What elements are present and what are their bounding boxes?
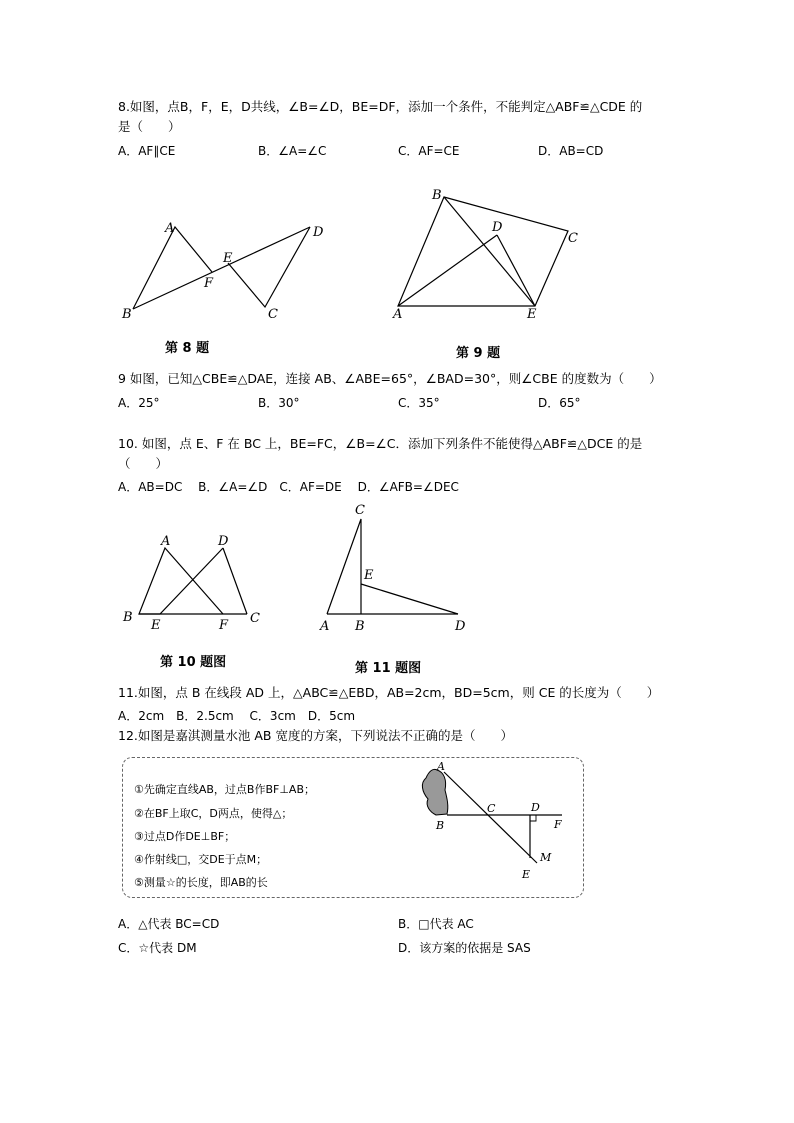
q11-label-e: E bbox=[364, 568, 374, 583]
q8-option-d: D．AB=CD bbox=[538, 144, 604, 158]
q9-label-d: D bbox=[492, 220, 503, 235]
q12-step-5: ⑤测量☆的长度，即AB的长 bbox=[134, 876, 268, 889]
q12-step-2: ②在BF上取C，D两点，使得△； bbox=[134, 807, 293, 820]
q9-option-c: C．35° bbox=[398, 396, 440, 410]
q8-label-d: D bbox=[313, 225, 324, 240]
q8-figure-caption: 第 8 题 bbox=[165, 341, 210, 356]
q9-label-e: E bbox=[527, 307, 537, 322]
q10-label-b: B bbox=[123, 610, 133, 625]
q11-label-a: A bbox=[320, 619, 330, 634]
q11-label-d: D bbox=[455, 619, 466, 634]
q12-option-d: D．该方案的依据是 SAS bbox=[398, 941, 531, 955]
q8-text-line2: 是（ ） bbox=[118, 119, 181, 134]
q8-label-c: C bbox=[268, 307, 278, 322]
q12-step-3: ③过点D作DE⊥BF； bbox=[134, 830, 236, 843]
q9-figure-lines bbox=[398, 197, 568, 306]
q10-options: A．AB=DC B．∠A=∠D C．AF=DE D．∠AFB=∠DEC bbox=[118, 480, 459, 494]
q10-label-d: D bbox=[218, 534, 229, 549]
q12-label-d: D bbox=[531, 801, 540, 814]
q8-label-a: A bbox=[165, 221, 175, 236]
q9-option-d: D．65° bbox=[538, 396, 581, 410]
q11-label-b: B bbox=[355, 619, 365, 634]
q12-option-b: B．□代表 AC bbox=[398, 917, 474, 931]
q12-label-e: E bbox=[522, 868, 531, 881]
q9-label-a: A bbox=[393, 307, 403, 322]
q11-text-line1: 11.如图，点 B 在线段 AD 上，△ABC≌△EBD，AB=2cm，BD=5cm，则 CE 的长度为（ ） bbox=[118, 685, 660, 700]
q8-label-f: F bbox=[204, 276, 214, 291]
q10-text-line1: 10. 如图，点 E、F 在 BC 上，BE=FC，∠B=∠C．添加下列条件不能使得△ABF≌△DCE 的是 bbox=[118, 436, 643, 451]
q10-label-c: C bbox=[250, 611, 260, 626]
q10-label-e: E bbox=[151, 618, 161, 633]
q12-label-c: C bbox=[487, 802, 496, 815]
q9-option-b: B．30° bbox=[258, 396, 300, 410]
q12-step-4: ④作射线□，交DE于点M； bbox=[134, 853, 268, 866]
q12-label-m: M bbox=[540, 851, 552, 864]
q10-label-a: A bbox=[161, 534, 171, 549]
q10-figure-caption: 第 10 题图 bbox=[160, 655, 227, 670]
q9-label-c: C bbox=[568, 231, 578, 246]
q8-label-e: E bbox=[223, 251, 233, 266]
q9-text-line1: 9 如图，已知△CBE≌△DAE，连接 AB、∠ABE=65°，∠BAD=30°，则∠CBE 的度数为（ ） bbox=[118, 371, 662, 386]
q11-figure-lines bbox=[327, 519, 458, 614]
q12-label-f: F bbox=[554, 818, 562, 831]
q12-label-b: B bbox=[436, 819, 445, 832]
q8-text-line1: 8.如图，点B，F，E，D共线，∠B=∠D，BE=DF，添加一个条件，不能判定△ABF≌△CDE 的 bbox=[118, 99, 643, 114]
q8-label-b: B bbox=[122, 307, 132, 322]
q8-option-a: A．AF∥CE bbox=[118, 144, 176, 158]
q12-option-a: A．△代表 BC=CD bbox=[118, 917, 220, 931]
q11-label-c: C bbox=[355, 503, 365, 518]
q8-option-b: B．∠A=∠C bbox=[258, 144, 327, 158]
q12-option-c: C．☆代表 DM bbox=[118, 941, 197, 955]
q8-figure-lines bbox=[133, 227, 310, 309]
q10-label-f: F bbox=[219, 618, 229, 633]
q11-figure-caption: 第 11 题图 bbox=[355, 661, 422, 676]
q9-label-b: B bbox=[432, 188, 442, 203]
q9-figure-caption: 第 9 题 bbox=[456, 346, 501, 361]
q10-figure-lines bbox=[139, 548, 247, 614]
q11-options: A．2cm B．2.5cm C．3cm D．5cm bbox=[118, 709, 356, 723]
q8-option-c: C．AF=CE bbox=[398, 144, 460, 158]
q10-text-line2: （ ） bbox=[118, 456, 169, 471]
q12-label-a: A bbox=[437, 760, 445, 773]
q12-step-1: ①先确定直线AB，过点B作BF⊥AB； bbox=[134, 783, 316, 796]
q12-text-line1: 12.如图是嘉淇测量水池 AB 宽度的方案，下列说法不正确的是（ ） bbox=[118, 728, 513, 743]
q9-option-a: A．25° bbox=[118, 396, 160, 410]
